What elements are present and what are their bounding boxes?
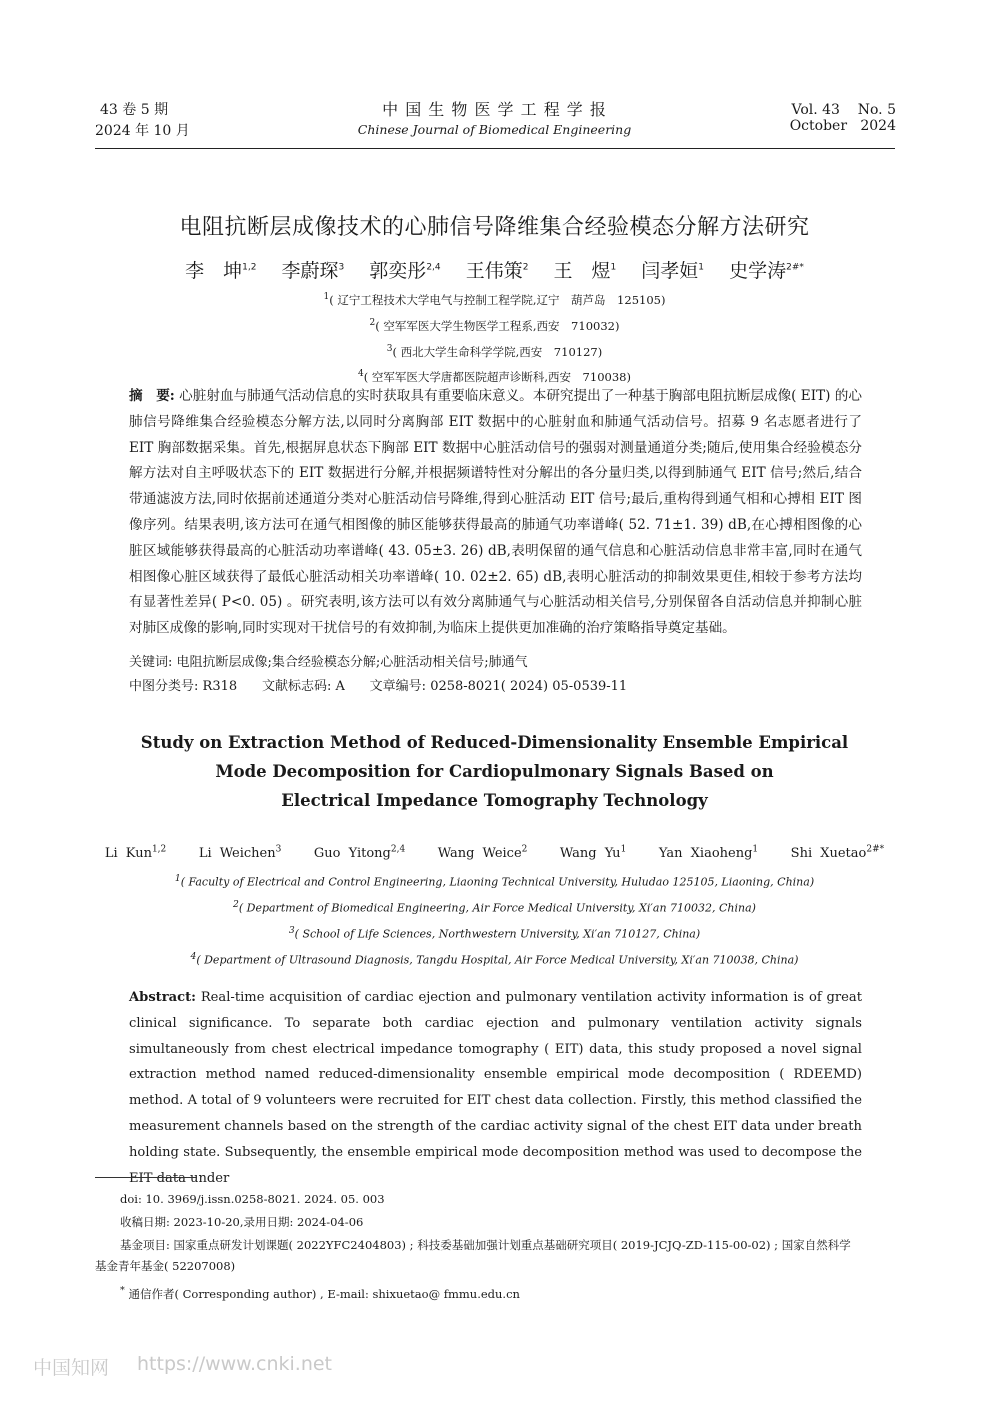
corresponding-author: * 通信作者( Corresponding author) , E-mail: shixuetao@ fmmu.edu.cn <box>120 1285 520 1301</box>
affiliation-cn: $^4$( 空军军医大学唐都医院超声诊断科,西安 710038) <box>358 369 631 385</box>
author-en: Wang Weice$^2$ <box>437 845 528 862</box>
author-cn: 史学涛$^{2\#*}$ <box>729 260 804 282</box>
author-en: Li Weichen$^3$ <box>198 845 282 862</box>
cnki-logo-watermark: 中国知网 <box>33 1357 110 1379</box>
header-rule <box>95 148 895 149</box>
author-en: Guo Yitong$^{2,4}$ <box>313 845 406 862</box>
footnote-rule <box>95 1177 197 1178</box>
author-en: Li Kun$^{1,2}$ <box>104 845 167 862</box>
affiliation-cn: $^2$( 空军军医大学生物医学工程系,西安 710032) <box>369 317 620 333</box>
classification-line <box>129 676 627 698</box>
abstract-text-en: Real-time acquisition of cardiac ejection and pulmonary ventilation activity information is of great clinical significance. To separate both cardiac ejection and pulmonary ventilation activity signals simultaneously from chest electrical impedance tomography ( EIT) data, this study proposed a novel signal extraction method named reduced-dimensionality ensemble empirical mode decomposition ( RDEEMD) method. A total of 9 volunteers were recruited for EIT chest data collection. Firstly, this method classified the measurement channels based on the strength of the cardiac activity signal of the chest EIT data under breath holding state. Subsequently, the ensemble empirical mode decomposition method was used to decompose the EIT data under <box>129 990 862 1186</box>
author-cn: 王伟策$^2$ <box>465 260 529 282</box>
author-cn: 郭奕彤$^{2,4}$ <box>369 260 441 282</box>
received-dates: 收稿日期: 2023-10-20,录用日期: 2024-04-06 <box>120 1215 364 1229</box>
issue-date: 2024 年 10 月 <box>95 123 190 139</box>
paper-title-en: Study on Extraction Method of Reduced-Dimensionality Ensemble Empirical Mode Decomposition for Cardiopulmonary Signals Based on Electrical Impedance Tomography Technology <box>140 733 849 810</box>
cnki-url-watermark[interactable]: https://www.cnki.net <box>137 1353 333 1375</box>
abstract-en <box>129 985 862 1191</box>
affiliation-en: $^3$( School of Life Sciences, Northwestern University, Xi′an 710127, China) <box>288 925 701 941</box>
author-cn: 李蔚琛$^3$ <box>281 260 345 282</box>
article-number: 文章编号: 0258-8021( 2024) 05-0539-11 <box>369 679 628 694</box>
affiliation-en: $^1$( Faculty of Electrical and Control Engineering, Liaoning Technical University, Huludao 125105, Liaoning, China) <box>174 873 815 889</box>
affiliation-en: $^2$( Department of Biomedical Engineering, Air Force Medical University, Xi′an 710032, China) <box>233 899 756 915</box>
volume-number-en: Vol. 43 No. 5 <box>791 102 896 118</box>
fund-line2: 基金青年基金( 52207008) <box>95 1259 236 1273</box>
document-code: 文献标志码: A <box>261 679 345 694</box>
paper-title-cn: 电阻抗断层成像技术的心肺信号降维集合经验模态分解方法研究 <box>179 215 810 240</box>
clc: 中图分类号: R318 <box>129 679 238 694</box>
affiliations-cn <box>0 286 989 389</box>
author-cn: 王 煜$^1$ <box>553 260 617 282</box>
affiliation-cn: $^3$( 西北大学生命科学学院,西安 710127) <box>386 343 603 359</box>
abstract-text-cn: 心脏射血与肺通气活动信息的实时获取具有重要临床意义。本研究提出了一种基于胸部电阻抗断层成像( EIT) 的心肺信号降维集合经验模态分解方法,以同时分离胸部 EIT 数据中的心脏射血和肺通气活动信号。招募 9 名志愿者进行了 EIT 胸部数据采集。首先,根据屏息状态下胸部 EIT 数据中心脏活动信号的强弱对测量通道分类;随后,使用集合经验模态分解方法对自主呼吸状态下的 EIT 数据进行分解,并根据频谱特性对分解出的各分量归类,以得到肺通气 EIT 信号;然后,结合带通滤波方法,同时依据前述通道分类对心脏活动信号降维,得到心脏活动 EIT 信号;最后,重构得到通气相和心搏相 EIT 图像序列。结果表明,该方法可在通气相图像的肺区能够获得最高的肺通气功率谱峰( 52. 71±1. 39) dB,在心搏相图像的心脏区域能够获得最高的心脏活动功率谱峰( 43. 05±3. 26) dB,表明保留的通气信息和心脏活动信息非常丰富,同时在通气相图像心脏区域获得了最低心脏活动相关功率谱峰( 10. 02±2. 65) dB,表明心脏活动的抑制效果更佳,相较于参考方法均有显著性差异( P<0. 05) 。研究表明,该方法可以有效分离肺通气与心脏活动相关信号,分别保留各自活动信息并抑制心脏对肺区成像的影响,同时实现对干扰信号的有效抑制,为临床上提供更加准确的治疗策略指导奠定基础。 <box>129 388 862 637</box>
issue-date-en: October 2024 <box>789 118 896 134</box>
author-en: Yan Xiaoheng$^1$ <box>658 845 759 862</box>
fund-line1: 基金项目: 国家重点研发计划课题( 2022YFC2404803) ; 科技委基础加强计划重点基础研究项目( 2019-JCJQ-ZD-115-00-02) ; 国家自然科学 <box>120 1238 851 1252</box>
journal-title-en: Chinese Journal of Biomedical Engineering <box>357 122 632 137</box>
affiliation-cn: $^1$( 辽宁工程技术大学电气与控制工程学院,辽宁 葫芦岛 125105) <box>323 292 666 307</box>
abstract-label-cn: 摘 要: <box>129 388 175 404</box>
author-list-cn <box>0 256 989 283</box>
issue-volume: 43 卷 5 期 <box>100 102 169 118</box>
keywords-cn: 关键词: 电阻抗断层成像;集合经验模态分解;心脏活动相关信号;肺通气 <box>129 655 528 670</box>
author-cn: 李 坤$^{1,2}$ <box>185 260 257 282</box>
journal-title-cn: 中 国 生 物 医 学 工 程 学 报 <box>382 100 607 119</box>
abstract-cn <box>129 384 862 642</box>
affiliation-en: $^4$( Department of Ultrasound Diagnosis, Tangdu Hospital, Air Force Medical University, Xi′an 710038, China) <box>190 951 799 968</box>
author-en: Shi Xuetao$^{2\#*}$ <box>790 845 885 862</box>
author-cn: 闫孝姮$^1$ <box>641 260 705 282</box>
doi: doi: 10. 3969/j.issn.0258-8021. 2024. 05. 003 <box>120 1192 385 1206</box>
affiliations-en <box>0 868 989 973</box>
author-list-en <box>0 845 989 861</box>
abstract-label-en: Abstract: <box>129 990 196 1005</box>
author-en: Wang Yu$^1$ <box>559 845 627 862</box>
